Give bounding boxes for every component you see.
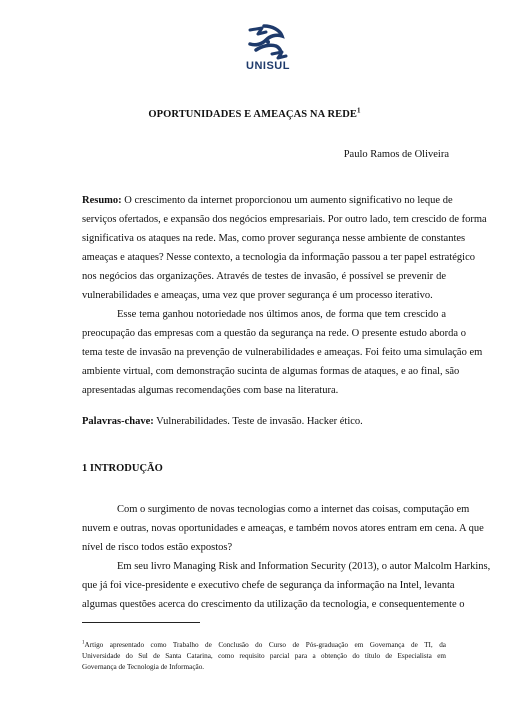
unisul-logo: [236, 24, 300, 76]
keywords-text: Vulnerabilidades. Teste de invasão. Hacker ético.: [153, 416, 363, 427]
footnote-line-text: Artigo apresentado como Trabalho de Conclusão do Curso de Pós-graduação em Governança de TI, da: [84, 641, 446, 649]
abstract-line: tema teste de invasão na prevenção de vulnerabilidades e ameaças. Foi feito uma simulação em: [82, 347, 483, 358]
abstract-line: ambiente virtual, com demonstração sucinta de algumas formas de ataques, e ao final, são: [82, 366, 460, 377]
body-line: que já foi vice-presidente e executivo chefe de segurança da informação na Intel, levanta: [82, 580, 455, 591]
abstract-line: apresentadas algumas recomendações com base na literatura.: [82, 385, 339, 396]
keywords-label: Palavras-chave:: [82, 416, 154, 427]
abstract-line: vulnerabilidades e ameaças, uma vez que prover segurança é um processo iterativo.: [82, 290, 433, 301]
footnote-separator: [82, 622, 200, 623]
body-line: nuvem e outras, novas oportunidades e ameaças, e também novos atores entram em cena. A que: [82, 523, 484, 534]
footnote-line: [82, 641, 446, 649]
abstract-label: Resumo:: [82, 195, 122, 206]
keywords: [82, 416, 446, 427]
abstract-line: significativa os ataques na rede. Mas, como prover segurança nesse ambiente de constantes: [82, 233, 466, 244]
body-line: Em seu livro Managing Risk and Information Security (2013), o autor Malcolm Harkins,: [117, 561, 491, 572]
footnote-line: Universidade do Sul de Santa Catarina, como requisito parcial para a obtenção do título de Especialista em: [82, 652, 446, 660]
abstract-line: [82, 195, 453, 206]
section-heading: 1 INTRODUÇÃO: [82, 463, 163, 474]
abstract-line-text: O crescimento da internet proporcionou um aumento significativo no leque de: [121, 195, 453, 206]
logo-wordmark: UNISUL: [246, 60, 290, 72]
body-line: Com o surgimento de novas tecnologias como a internet das coisas, computação em: [117, 504, 470, 515]
abstract-line: Esse tema ganhou notoriedade nos últimos anos, de forma que tem crescido a: [117, 309, 446, 320]
title-text: OPORTUNIDADES E AMEAÇAS NA REDE: [148, 109, 358, 120]
abstract-line: serviços ofertados, e expansão dos negócios empresariais. Por outro lado, tem crescido de forma: [82, 214, 487, 225]
abstract-line: preocupação das empresas com a questão da segurança na rede. O presente estudo aborda o: [82, 328, 466, 339]
title-footnote-marker: 1: [357, 106, 361, 115]
paper-title: [0, 106, 509, 120]
abstract-line: ameaças e ataques? Nesse contexto, a tecnologia da informação passou a ter papel estratégico: [82, 252, 475, 263]
abstract-line: nos negócios das organizações. Através de testes de invasão, é possível se prevenir de: [82, 271, 446, 282]
body-line: nível de risco todos estão expostos?: [82, 542, 233, 553]
footnote-marker: 1: [82, 640, 85, 646]
unisul-logo-mark-icon: [236, 24, 300, 60]
body-line: algumas questões acerca do crescimento da utilização da tecnologia, e consequentemente o: [82, 599, 465, 610]
author-name: Paulo Ramos de Oliveira: [343, 149, 449, 160]
footnote-line: Governança de Tecnologia de Informação.: [82, 663, 205, 671]
